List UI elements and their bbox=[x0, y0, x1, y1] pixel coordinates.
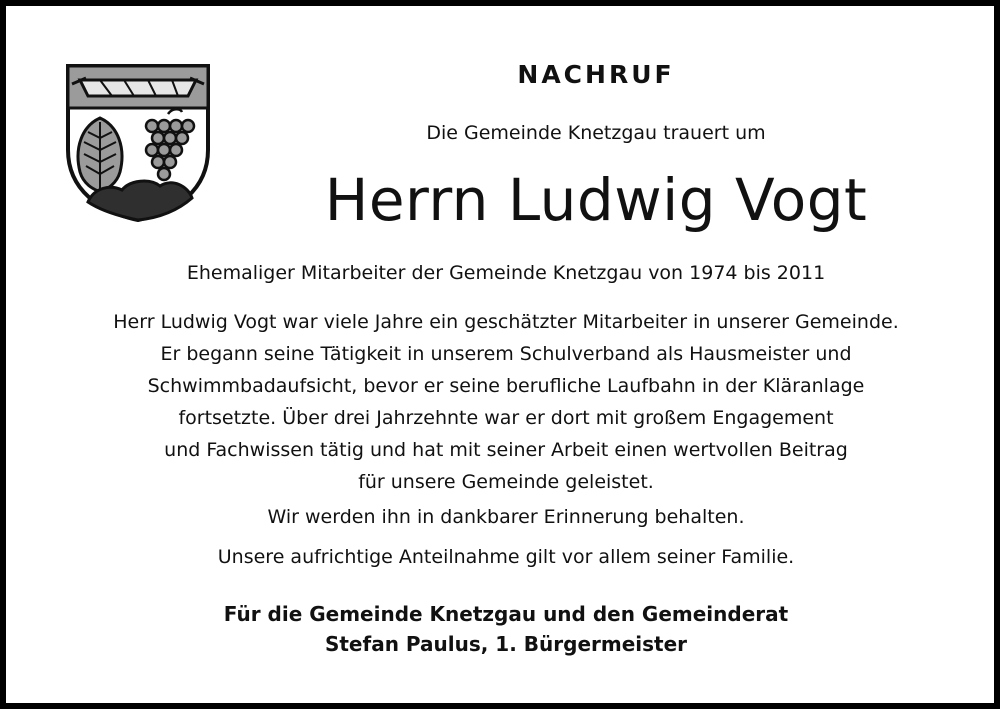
signature-line-1: Für die Gemeinde Knetzgau und den Gemeinderat bbox=[223, 602, 789, 626]
remembrance-line: Wir werden ihn in dankbarer Erinnerung behalten. bbox=[267, 506, 745, 528]
body-line: Herr Ludwig Vogt war viele Jahre ein geschätzter Mitarbeiter in unserer Gemeinde. bbox=[113, 311, 899, 333]
signature-line-2: Stefan Paulus, 1. Bürgermeister bbox=[324, 632, 688, 656]
body-paragraph bbox=[6, 306, 1000, 498]
body-line: und Fachwissen tätig und hat mit seiner Arbeit einen wertvollen Beitrag bbox=[164, 439, 848, 461]
signature-block bbox=[6, 599, 1000, 659]
role-line: Ehemaliger Mitarbeiter der Gemeinde Knetzgau von 1974 bis 2011 bbox=[186, 262, 826, 284]
condolence-line: Unsere aufrichtige Anteilnahme gilt vor allem seiner Familie. bbox=[217, 546, 795, 568]
page-title: NACHRUF bbox=[517, 60, 675, 89]
body-line: Schwimmbadaufsicht, bevor er seine berufliche Laufbahn in der Kläranlage bbox=[147, 375, 865, 397]
intro-line: Die Gemeinde Knetzgau trauert um bbox=[426, 122, 766, 144]
body-line: fortsetzte. Über drei Jahrzehnte war er dort mit großem Engagement bbox=[178, 407, 834, 429]
body-line: für unsere Gemeinde geleistet. bbox=[358, 471, 654, 493]
body-line: Er begann seine Tätigkeit in unserem Schulverband als Hausmeister und bbox=[160, 343, 852, 365]
deceased-name: Herrn Ludwig Vogt bbox=[324, 166, 868, 234]
